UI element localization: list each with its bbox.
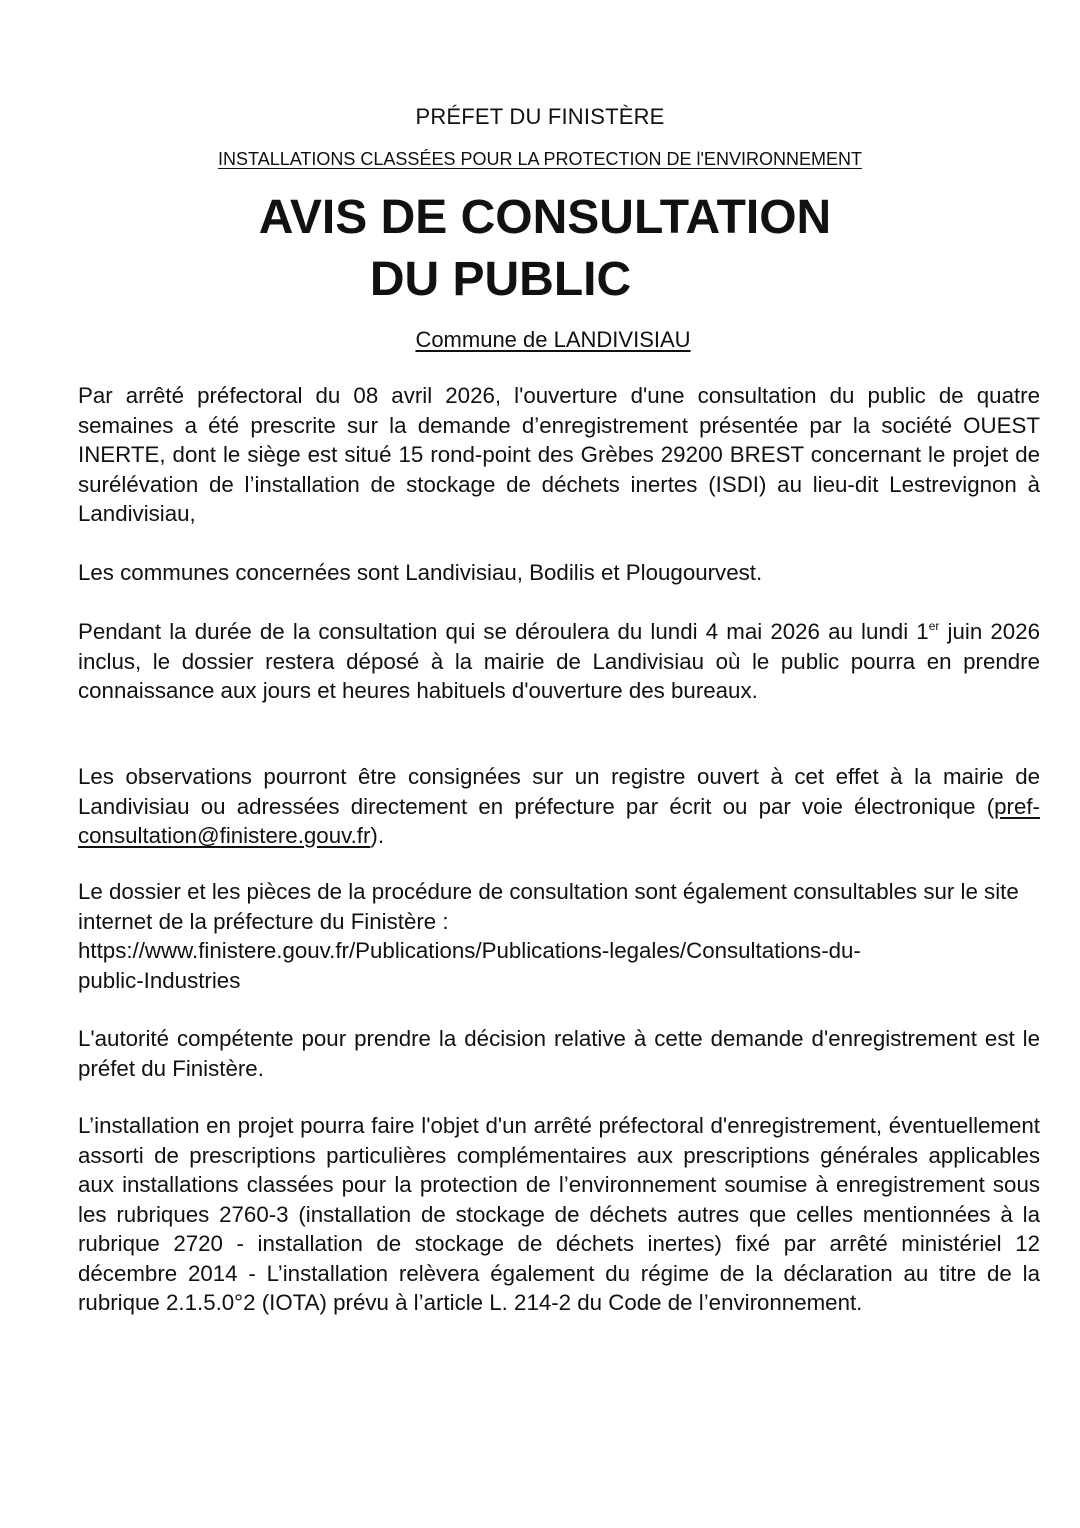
paragraph-duree xyxy=(78,617,1040,706)
dossier-site-text: Le dossier et les pièces de la procédure de consultation sont également consultables sur le site internet de la préfecture du Finistère : xyxy=(78,879,1019,934)
title-line-1: AVIS DE CONSULTATION xyxy=(258,191,832,244)
paragraph-dossier-site xyxy=(78,877,1040,995)
paragraph-communes: Les communes concernées sont Landivisiau, Bodilis et Plougourvest. xyxy=(78,560,763,585)
paragraph-arrete: Par arrêté préfectoral du 08 avril 2026, l'ouverture d'une consultation du public de quatre semaines a été prescrite sur la demande d’enregistrement présentée par la société OUEST INERTE, dont le siège est situé 15 rond-point des Grèbes 29200 BREST concernant le projet de surélévation de l’installation de stockage de déchets inertes (ISDI) au lieu-dit Lestrevignon à Landivisiau, xyxy=(78,383,1040,526)
email-link[interactable]: pref-consultation@finistere.gouv.fr xyxy=(78,793,1040,848)
authority-heading: PRÉFET DU FINISTÈRE xyxy=(415,104,665,129)
duree-text-start: Pendant la durée de la consultation qui se déroulera du lundi 4 mai 2026 au lundi 1 xyxy=(78,619,929,644)
paragraph-installation: L’installation en projet pourra faire l'objet d'un arrêté préfectoral d'enregistrement, éventuellement assorti de prescriptions particulières complémentaires aux prescriptions générales applicables aux installations classées pour la protection de l’environnement soumise à enregistrement sous les rubriques 2760-3 (installation de stockage de déchets autres que celles mentionnées à la rubrique 2720 - installation de stockage de déchets inertes) fixé par arrêté ministériel 12 décembre 2014 - L’installation relèvera également du régime de la déclaration au titre de la rubrique 2.1.5.0°2 (IOTA) prévu à l’article L. 214-2 du Code de l’environnement. xyxy=(78,1113,1040,1315)
duree-text-end: juin 2026 inclus, le dossier restera déposé à la mairie de Landivisiau où le public pourra en prendre connaissance aux jours et heures habituels d'ouverture des bureaux. xyxy=(78,619,1040,703)
commune-heading: Commune de LANDIVISIAU xyxy=(415,327,691,352)
observations-text-start: Les observations pourront être consignées sur un registre ouvert à cet effet à la mairie de Landivisiau ou adressées directement en préfecture par écrit ou par voie électronique ( xyxy=(78,764,1040,819)
title-line-2: DU PUBLIC xyxy=(369,253,632,306)
observations-text-end: ). xyxy=(370,823,385,848)
paragraph-observations xyxy=(78,762,1040,851)
paragraph-autorite: L'autorité compétente pour prendre la décision relative à cette demande d'enregistrement est le préfet du Finistère. xyxy=(78,1026,1040,1081)
ordinal-superscript: er xyxy=(928,619,940,633)
category-heading: INSTALLATIONS CLASSÉES POUR LA PROTECTION DE l'ENVIRONNEMENT xyxy=(218,149,862,169)
prefecture-url-line-1: https://www.finistere.gouv.fr/Publications/Publications-legales/Consultations-du- xyxy=(78,938,861,963)
prefecture-url-line-2: public-Industries xyxy=(78,967,241,993)
